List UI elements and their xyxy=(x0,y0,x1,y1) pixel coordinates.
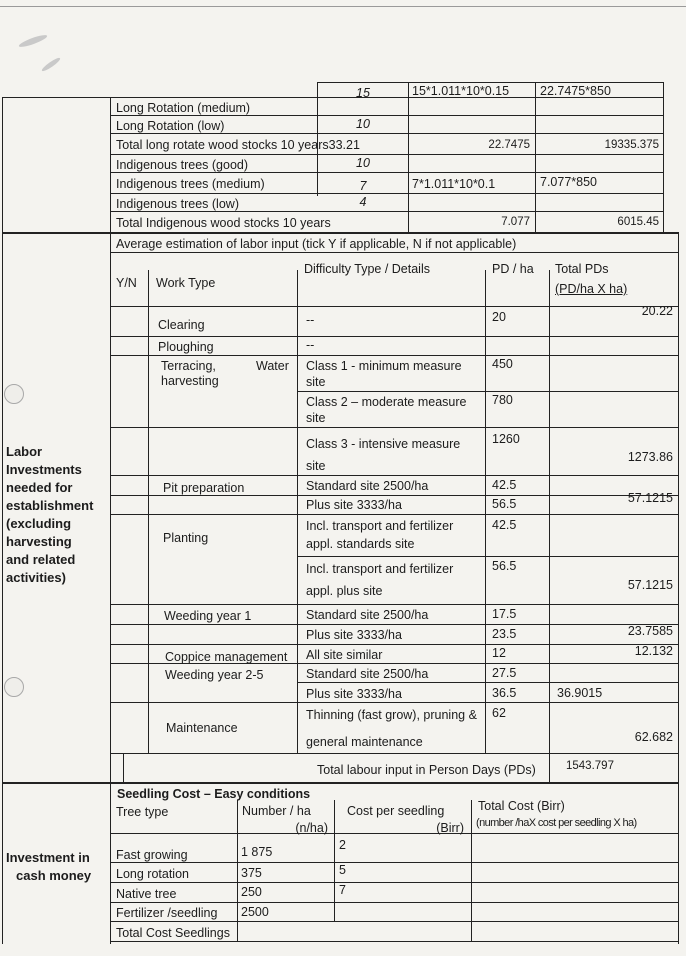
header-tree-type: Tree type xyxy=(116,805,169,819)
pd-ha: 42.5 xyxy=(492,518,517,532)
number-per-ha: 1 875 xyxy=(241,845,273,859)
pd-ha: 450 xyxy=(492,357,513,371)
total-value-b: 6015.45 xyxy=(617,216,659,228)
header-cost-unit: (Birr) xyxy=(436,821,464,835)
total-label: Total Indigenous wood stocks 10 years xyxy=(116,216,331,230)
difficulty: All site similar xyxy=(306,648,383,662)
pd-ha: 56.5 xyxy=(492,559,517,573)
formula-cell: 7*1.011*10*0.1 xyxy=(412,177,496,191)
total-labour-label: Total labour input in Person Days (PDs) xyxy=(317,763,536,777)
difficulty: -- xyxy=(306,313,315,327)
total-labour-value: 1543.797 xyxy=(566,760,614,772)
difficulty: Standard site 2500/ha xyxy=(306,667,429,681)
difficulty: Class 3 - intensive measure xyxy=(306,437,461,451)
difficulty: Incl. transport and fertilizer xyxy=(306,562,454,576)
row-value: 10 xyxy=(356,117,370,131)
punch-hole xyxy=(4,677,24,697)
difficulty-line2: site xyxy=(306,375,326,389)
work-type: Terracing, xyxy=(161,359,216,373)
page-top-rule xyxy=(0,6,686,7)
difficulty: Plus site 3333/ha xyxy=(306,687,402,701)
total-pds: 23.7585 xyxy=(627,624,673,638)
calc-cell: 22.7475*850 xyxy=(540,84,611,98)
pd-ha: 20 xyxy=(492,310,506,324)
cost-per-seedling: 5 xyxy=(339,863,346,877)
total-pds: 20.22 xyxy=(641,304,673,318)
scan-smudge xyxy=(18,33,48,49)
pd-ha: 27.5 xyxy=(492,666,517,680)
pd-ha: 36.5 xyxy=(492,686,517,700)
seedling-title: Seedling Cost – Easy conditions xyxy=(117,787,311,801)
difficulty: Class 2 – moderate measure xyxy=(306,395,467,409)
row-value: 7 xyxy=(359,179,367,193)
row-value: 4 xyxy=(359,195,367,209)
scan-smudge xyxy=(41,56,62,73)
row-value: 10 xyxy=(356,156,370,170)
total-cost-seedlings-label: Total Cost Seedlings xyxy=(116,926,230,940)
number-per-ha: 375 xyxy=(241,866,262,880)
pd-ha: 23.5 xyxy=(492,627,517,641)
work-type: Planting xyxy=(163,531,209,545)
cost-per-seedling: 2 xyxy=(339,838,346,852)
difficulty: Standard site 2500/ha xyxy=(306,608,429,622)
formula-cell: 15*1.011*10*0.15 xyxy=(412,84,510,98)
pd-ha: 62 xyxy=(492,706,506,720)
total-value-a: 7.077 xyxy=(501,216,530,228)
pd-ha: 780 xyxy=(492,393,513,407)
section-label-labor: Labor Investments needed for establishment (excluding harvesting and related activities) xyxy=(6,444,94,585)
header-total-pds-unit: (PD/ha X ha) xyxy=(555,282,628,296)
work-type: Coppice management xyxy=(165,650,288,664)
work-type-line2: harvesting xyxy=(161,374,219,388)
header-work-type: Work Type xyxy=(156,276,216,290)
section-label-investment: Investment in cash money xyxy=(6,850,92,883)
pd-ha: 56.5 xyxy=(492,497,517,511)
row-label: Indigenous trees (medium) xyxy=(116,177,265,191)
difficulty: Incl. transport and fertilizer xyxy=(306,519,454,533)
row-value: 15 xyxy=(356,86,370,100)
difficulty: Thinning (fast grow), pruning & xyxy=(306,708,477,722)
tree-type: Long rotation xyxy=(116,867,189,881)
difficulty: Plus site 3333/ha xyxy=(306,498,402,512)
total-pds: 57.1215 xyxy=(627,491,673,505)
header-cost: Cost per seedling xyxy=(347,804,445,818)
work-type: Ploughing xyxy=(158,340,214,354)
work-type: Weeding year 2-5 xyxy=(165,668,264,682)
header-pd-ha: PD / ha xyxy=(492,262,534,276)
total-pds: 1273.86 xyxy=(627,450,673,464)
header-yn: Y/N xyxy=(116,276,137,290)
pd-ha: 1260 xyxy=(492,432,520,446)
pd-ha: 17.5 xyxy=(492,607,517,621)
difficulty-line2: appl. standards site xyxy=(306,537,415,551)
difficulty-line2: general maintenance xyxy=(306,735,423,749)
labor-title: Average estimation of labor input (tick Y if applicable, N if not applicable) xyxy=(116,237,517,251)
total-pds: 57.1215 xyxy=(627,578,673,592)
total-pds: 36.9015 xyxy=(557,686,603,700)
header-total-cost: Total Cost (Birr) xyxy=(478,799,565,813)
work-type: Pit preparation xyxy=(163,481,245,495)
punch-hole xyxy=(4,384,24,404)
header-number-unit: (n/ha) xyxy=(295,821,328,835)
difficulty-line2: site xyxy=(306,459,326,473)
work-type: Clearing xyxy=(158,318,205,332)
total-value-b: 19335.375 xyxy=(604,139,659,151)
number-per-ha: 250 xyxy=(241,885,262,899)
total-pds: 62.682 xyxy=(634,730,673,744)
header-difficulty: Difficulty Type / Details xyxy=(304,262,430,276)
row-label: Long Rotation (low) xyxy=(116,119,225,133)
total-value-a: 22.7475 xyxy=(488,139,530,151)
header-total-cost-formula: (number /haX cost per seedling X ha) xyxy=(476,817,637,829)
pd-ha: 12 xyxy=(492,646,506,660)
work-type: Weeding year 1 xyxy=(164,609,252,623)
tree-type: Fertilizer /seedling xyxy=(116,906,218,920)
work-type-cont: Water xyxy=(256,359,289,373)
difficulty: Class 1 - minimum measure xyxy=(306,359,462,373)
total-label: Total long rotate wood stocks 10 years33.21 xyxy=(116,138,360,152)
difficulty: Standard site 2500/ha xyxy=(306,479,429,493)
calc-cell: 7.077*850 xyxy=(540,175,598,189)
difficulty-line2: site xyxy=(306,411,326,425)
cost-per-seedling: 7 xyxy=(339,883,346,897)
row-label: Indigenous trees (low) xyxy=(116,197,239,211)
row-label: Long Rotation (medium) xyxy=(116,101,251,115)
header-total-pds: Total PDs xyxy=(555,262,609,276)
difficulty: -- xyxy=(306,338,315,352)
work-type: Maintenance xyxy=(166,721,238,735)
header-number: Number / ha xyxy=(242,804,311,818)
total-pds: 12.132 xyxy=(634,644,673,658)
tree-type: Native tree xyxy=(116,887,177,901)
pd-ha: 42.5 xyxy=(492,478,517,492)
number-per-ha: 2500 xyxy=(241,905,269,919)
difficulty: Plus site 3333/ha xyxy=(306,628,402,642)
tree-type: Fast growing xyxy=(116,848,188,862)
row-label: Indigenous trees (good) xyxy=(116,158,249,172)
difficulty-line2: appl. plus site xyxy=(306,584,383,598)
